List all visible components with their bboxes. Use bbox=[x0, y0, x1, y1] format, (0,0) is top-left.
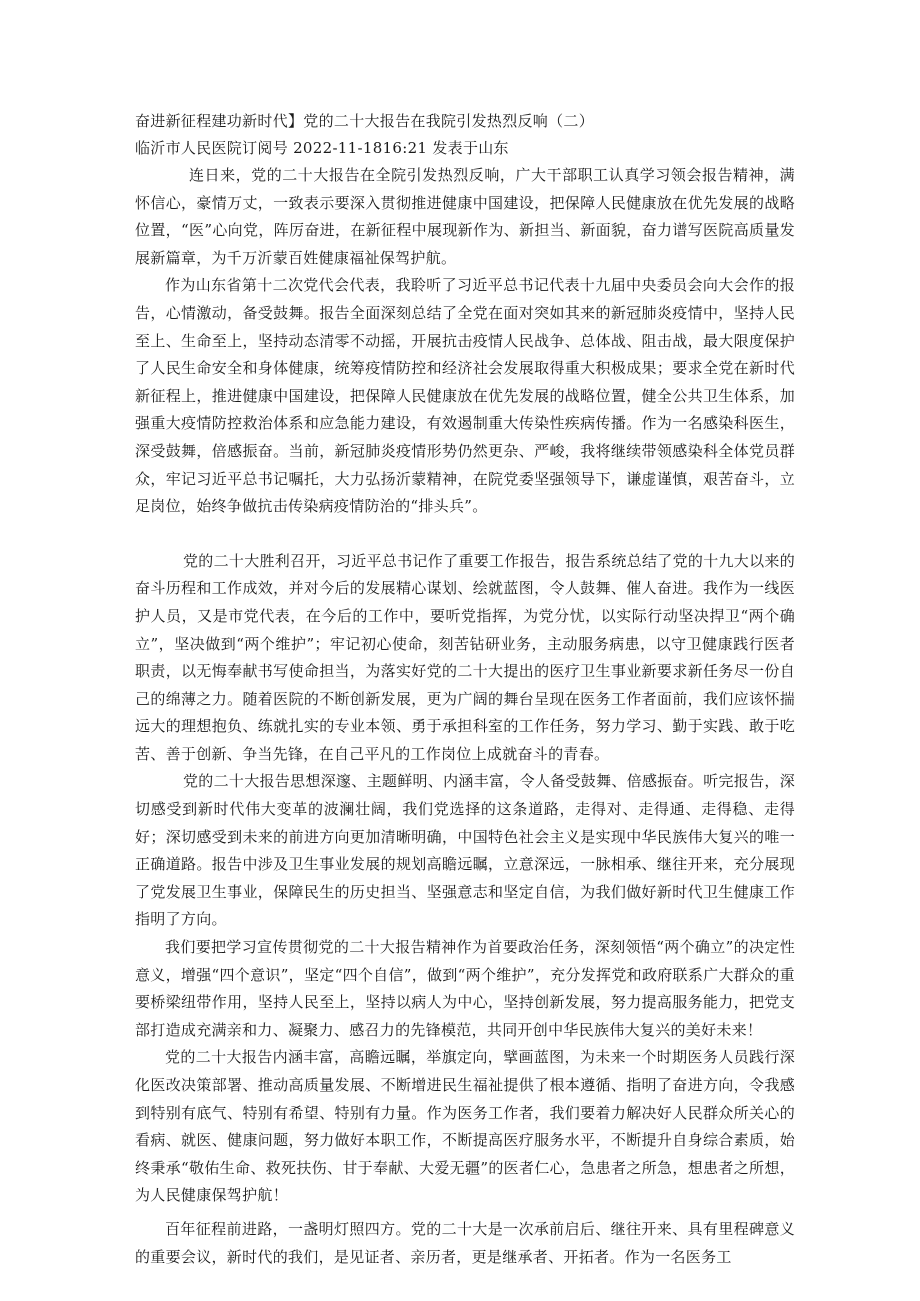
paragraph-2: 作为山东省第十二次党代会代表，我聆听了习近平总书记代表十九届中央委员会向大会作的报告，心情激动，备受鼓舞。报告全面深刻总结了全党在面对突如其来的新冠肺炎疫情中，坚持人民至上、生命至上，坚持动态清零不动摇，开展抗击疫情人民战争、总体战、阻击战，最大限度保护了人民生命安全和身体健康，统筹疫情防控和经济社会发展取得重大积极成果；要求全党在新时代新征程上，推进健康中国建设，把保障人民健康放在优先发展的战略位置，健全公共卫生体系，加强重大疫情防控救治体系和应急能力建设，有效遏制重大传染性疾病传播。作为一名感染科医生，深受鼓舞，倍感振奋。当前，新冠肺炎疫情形势仍然更杂、严峻，我将继续带领感染科全体党员群众，牢记习近平总书记嘱托，大力弘扬沂蒙精神，在院党委坚强领导下，谦虚谨慎，艰苦奋斗，立足岗位，始终争做抗击传染病疫情防治的“排头兵”。 bbox=[135, 276, 795, 516]
paragraph-1: 连日来，党的二十大报告在全院引发热烈反响，广大干部职工认真学习领会报告精神，满怀信心，豪情万丈，一致表示要深入贯彻推进健康中国建设，把保障人民健康放在优先发展的战略位置，“医”心向党，阵厉奋进，在新征程中展现新作为、新担当、新面貌，奋力谱写医院高质量发展新篇章，为千万沂蒙百姓健康福祉保驾护航。 bbox=[135, 166, 795, 267]
article bbox=[135, 108, 795, 1271]
paragraph-3: 党的二十大胜利召开，习近平总书记作了重要工作报告，报告系统总结了党的十九大以来的奋斗历程和工作成效，并对今后的发展精心谋划、绘就蓝图，令人鼓舞、催人奋进。我作为一线医护人员，又是市党代表，在今后的工作中，要听党指挥，为党分忧，以实际行动坚决捍卫“两个确立”，坚决做到“两个维护”；牢记初心使命，刻苦钻研业务，主动服务病患，以守卫健康践行医者职责，以无悔奉献书写使命担当，为落实好党的二十大提出的医疗卫生事业新要求新任务尽一份自己的绵薄之力。随着医院的不断创新发展，更为广阔的舞台呈现在医务工作者面前，我们应该怀揣远大的理想抱负、练就扎实的专业本领、勇于承担科室的工作任务，努力学习、勤于实践、敢于吃苦、善于创新、争当先锋，在自己平凡的工作岗位上成就奋斗的青春。 bbox=[135, 551, 796, 763]
paragraph-6: 党的二十大报告内涵丰富，高瞻远瞩，举旗定向，擘画蓝图，为未来一个时期医务人员践行深化医改决策部署、推动高质量发展、不断增进民生福祉提供了根本遵循、指明了奋进方向，令我感到特别有底气、特别有希望、特别有力量。作为医务工作者，我们要着力解决好人民群众所关心的看病、就医、健康问题，努力做好本职工作，不断提高医疗服务水平，不断提升自身综合素质，始终秉承“敬佑生命、救死扶伤、甘于奉献、大爱无疆”的医者仁心，急患者之所急，想患者之所想，为人民健康保驾护航！ bbox=[135, 1048, 795, 1205]
paragraph-7: 百年征程前进路，一盏明灯照四方。党的二十大是一次承前启后、继往开来、具有里程碑意义的重要会议，新时代的我们，是见证者、亲历者，更是继承者、开拓者。作为一名医务工 bbox=[135, 1219, 795, 1266]
paragraph-5: 我们要把学习宣传贯彻党的二十大报告精神作为首要政治任务，深刻领悟“两个确立”的决定性意义，增强“四个意识”，坚定“四个自信”，做到“两个维护”，充分发挥党和政府联系广大群众的重要桥梁纽带作用，坚持人民至上，坚持以病人为中心，坚持创新发展，努力提高服务能力，把党支部打造成充满亲和力、凝聚力、感召力的先锋模范，共同开创中华民族伟大复兴的美好未来！ bbox=[135, 938, 795, 1039]
paragraph-4: 党的二十大报告思想深邃、主题鲜明、内涵丰富，令人备受鼓舞、倍感振奋。听完报告，深切感受到新时代伟大变革的波澜壮阔，我们党选择的这条道路，走得对、走得通、走得稳、走得好；深切感受到未来的前进方向更加清晰明确，中国特色社会主义是实现中华民族伟大复兴的唯一正确道路。报告中涉及卫生事业发展的规划高瞻远瞩，立意深远，一脉相承、继往开来，充分展现了党发展卫生事业，保障民生的历史担当、坚强意志和坚定自信，为我们做好新时代卫生健康工作指明了方向。 bbox=[135, 772, 796, 929]
article-meta: 临沂市人民医院订阅号 2022-11-1816:21 发表于山东 bbox=[135, 139, 509, 157]
article-title: 奋进新征程建功新时代】党的二十大报告在我院引发热烈反响（二） bbox=[135, 112, 595, 130]
